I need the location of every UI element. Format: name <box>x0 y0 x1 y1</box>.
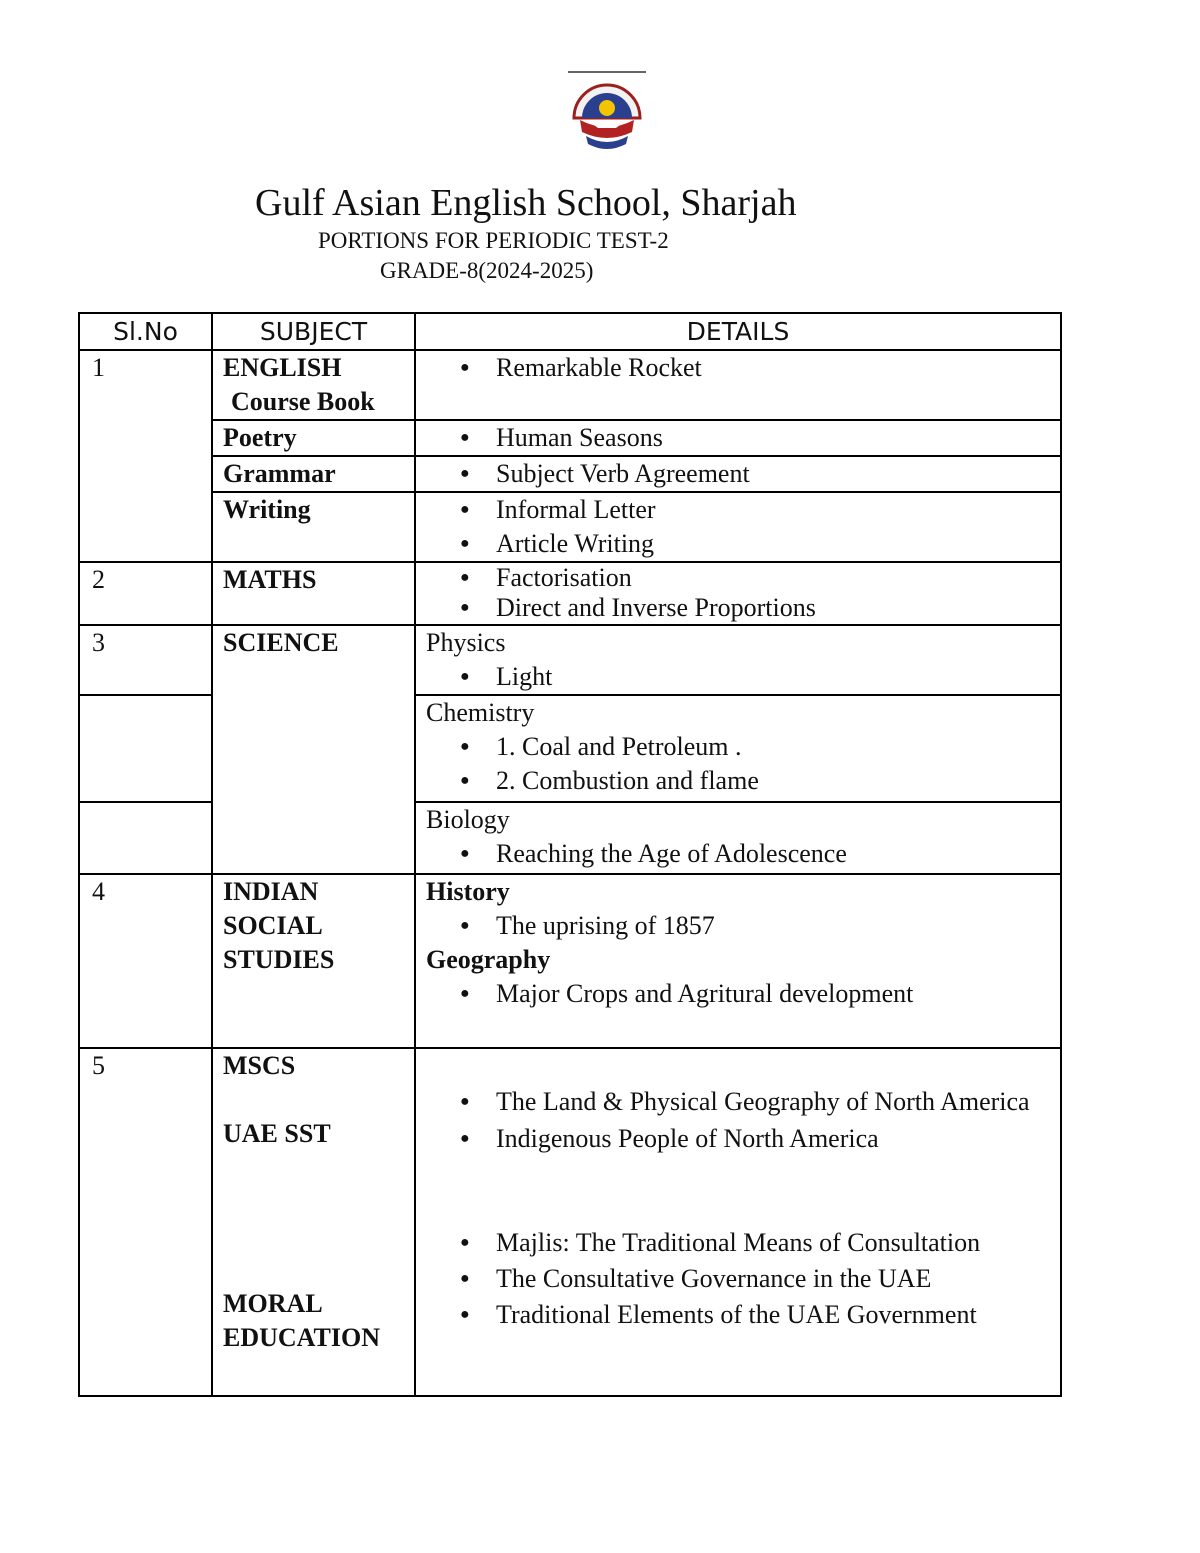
details-cell <box>415 625 1061 695</box>
physics-list <box>426 660 1060 694</box>
geography-list <box>426 977 1060 1011</box>
sno-english: 1 <box>92 353 105 382</box>
history-list <box>426 909 1060 943</box>
grammar-list <box>426 457 1060 491</box>
sno-social: 4 <box>79 874 212 1048</box>
table-row <box>79 874 1061 1048</box>
biology-label: Biology <box>426 805 510 834</box>
document-subtitle: PORTIONS FOR PERIODIC TEST-2 <box>318 228 669 253</box>
subject-cell <box>212 350 415 420</box>
subject-course-book: Course Book <box>231 387 375 416</box>
list-item: ● Human Seasons <box>496 421 1060 455</box>
list-item: ● Traditional Elements of the UAE Government <box>496 1298 1060 1332</box>
sno-empty-cell <box>79 802 212 874</box>
biology-list <box>426 837 1060 871</box>
details-cell <box>415 562 1061 625</box>
table-row <box>79 456 1061 492</box>
column-header-slno: Sl.No <box>79 313 212 350</box>
spacer <box>223 1083 414 1117</box>
writing-list <box>426 493 1060 561</box>
sno-empty-cell <box>79 695 212 802</box>
chemistry-label: Chemistry <box>426 698 535 727</box>
sno-mscs: 5 <box>79 1048 212 1396</box>
details-cell <box>415 695 1061 802</box>
table-row <box>79 625 1061 695</box>
uae-sst-list <box>426 1085 1060 1156</box>
subject-writing: Writing <box>212 492 415 562</box>
portions-table <box>78 312 1062 1397</box>
grade-year: GRADE-8(2024-2025) <box>380 258 594 283</box>
list-item: ● Reaching the Age of Adolescence <box>496 837 1060 871</box>
list-item: ● The Consultative Governance in the UAE <box>496 1262 1060 1296</box>
list-item: ● Major Crops and Agritural development <box>496 977 1060 1011</box>
list-item: ● Indigenous People of North America <box>496 1122 1060 1156</box>
list-item: ● Direct and Inverse Proportions <box>496 593 1060 623</box>
list-item: ● 2. Combustion and flame <box>496 764 1060 798</box>
poetry-list <box>426 421 1060 455</box>
details-cell <box>415 1048 1061 1396</box>
sno-science: 3 <box>79 625 212 695</box>
moral-list <box>426 1226 1060 1332</box>
table-row <box>79 492 1061 562</box>
table-row <box>79 350 1061 420</box>
subject-uae-sst: UAE SST <box>223 1119 331 1148</box>
sno-maths: 2 <box>79 562 212 625</box>
sno-cell <box>79 350 212 562</box>
list-item: ● Majlis: The Traditional Means of Consultation <box>496 1226 1060 1260</box>
details-cell <box>415 874 1061 1048</box>
subject-grammar: Grammar <box>212 456 415 492</box>
details-cell <box>415 420 1061 456</box>
column-header-subject: SUBJECT <box>212 313 415 350</box>
subject-mscs: MSCS <box>223 1051 296 1080</box>
table-row <box>79 562 1061 625</box>
chemistry-list <box>426 730 1060 798</box>
list-item: ● Article Writing <box>496 527 1060 561</box>
subject-poetry: Poetry <box>212 420 415 456</box>
spacer <box>223 1151 414 1287</box>
details-cell <box>415 802 1061 874</box>
list-item: ● Remarkable Rocket <box>496 351 1060 385</box>
list-item: ● Informal Letter <box>496 493 1060 527</box>
subject-maths: MATHS <box>212 562 415 625</box>
details-cell <box>415 492 1061 562</box>
geography-label: Geography <box>426 945 551 974</box>
subject-social: SOCIAL <box>223 911 323 940</box>
school-logo <box>566 70 648 158</box>
course-book-list <box>426 351 1060 385</box>
table-row <box>79 420 1061 456</box>
list-item: ● The Land & Physical Geography of North America <box>496 1085 1060 1119</box>
list-item: ● Factorisation <box>496 563 1060 593</box>
spacer <box>426 1156 1060 1226</box>
table-row <box>79 1048 1061 1396</box>
list-item: ● The uprising of 1857 <box>496 909 1060 943</box>
list-item: ● 1. Coal and Petroleum . <box>496 730 1060 764</box>
list-item: ● Subject Verb Agreement <box>496 457 1060 491</box>
maths-list <box>426 563 1060 623</box>
column-header-details: DETAILS <box>415 313 1061 350</box>
details-cell <box>415 456 1061 492</box>
history-label: History <box>426 877 510 906</box>
subject-studies: STUDIES <box>223 945 335 974</box>
physics-label: Physics <box>426 628 506 657</box>
details-cell <box>415 350 1061 420</box>
subject-indian: INDIAN <box>223 877 319 906</box>
subject-english: ENGLISH <box>223 353 342 382</box>
subject-science: SCIENCE <box>212 625 415 874</box>
subject-education: EDUCATION <box>223 1323 380 1352</box>
subject-cell <box>212 1048 415 1396</box>
list-item: ● Light <box>496 660 1060 694</box>
table-header-row <box>79 313 1061 350</box>
subject-cell <box>212 874 415 1048</box>
spacer <box>426 1049 1060 1085</box>
subject-moral: MORAL <box>223 1289 323 1318</box>
school-name: Gulf Asian English School, Sharjah <box>255 182 797 224</box>
